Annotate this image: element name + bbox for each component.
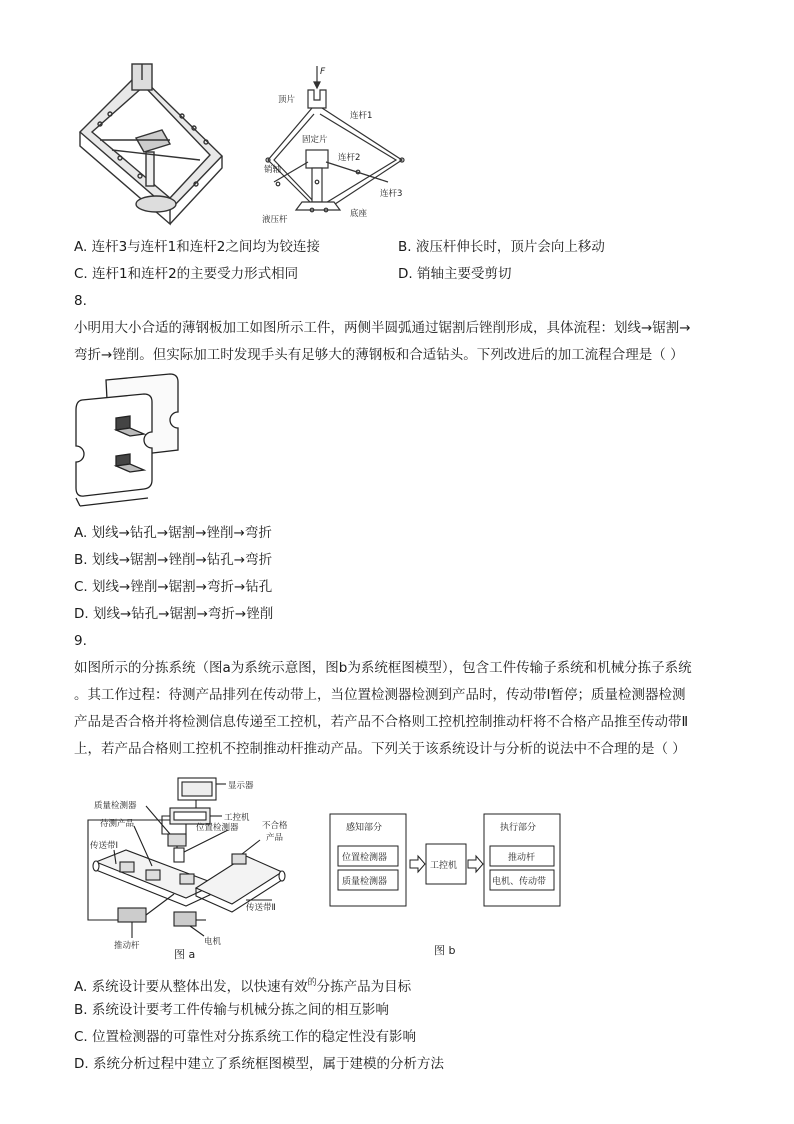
q8-option-d[interactable]: D. 划线→钻孔→锯割→弯折→锉削	[74, 606, 274, 622]
link3-label: 连杆3	[380, 189, 403, 199]
force-label: F	[320, 67, 326, 77]
q9-option-a-superscript: 的	[307, 978, 317, 988]
fixed-plate-label: 固定片	[302, 135, 328, 145]
q7-option-c[interactable]: C. 连杆1和连杆2的主要受力形式相同	[74, 266, 299, 282]
execution-part-label: 执行部分	[500, 823, 537, 833]
block-motor-belt: 电机、传动带	[492, 877, 547, 887]
motor-label: 电机	[204, 937, 222, 947]
q9-option-a-text-pre: A. 系统设计要从整体出发，以快速有效	[74, 979, 308, 995]
block-quality-detector: 质量检测器	[342, 877, 388, 887]
q9-stem-line2: 。其工作过程：待测产品排列在传动带上，当位置检测器检测到产品时，传动带Ⅰ暂停；质量检测器检测	[74, 687, 686, 703]
link1-label: 连杆1	[350, 111, 373, 121]
link2-label: 连杆2	[338, 153, 361, 163]
q9-option-d[interactable]: D. 系统分析过程中建立了系统框图模型，属于建模的分析方法	[74, 1056, 444, 1072]
q7-option-a[interactable]: A. 连杆3与连杆1和连杆2之间均为铰连接	[74, 239, 320, 255]
base-label: 底座	[350, 209, 368, 219]
hydraulic-rod-label: 液压杆	[262, 215, 288, 225]
q8-option-b[interactable]: B. 划线→锯割→锉削→钻孔→弯折	[74, 552, 273, 568]
q9-stem-line1: 如图所示的分拣系统（图a为系统示意图，图b为系统框图模型），包含工件传输子系统和机械分拣子系统	[74, 660, 692, 676]
sorting-system-diagram-a	[76, 770, 306, 962]
block-push-rod: 推动杆	[508, 853, 536, 863]
defective-label: 不合格	[262, 821, 288, 831]
q9-option-a[interactable]	[74, 974, 411, 996]
q9-number: 9.	[74, 633, 87, 649]
jack-3d-figure	[70, 60, 235, 225]
top-plate-label: 顶片	[278, 95, 296, 105]
q8-stem-line2: 弯折→锉削。但实际加工时发现手头有足够大的薄钢板和合适钻头。下列改进后的加工流程合理是（ ）	[74, 347, 684, 363]
figure-b-caption: 图 b	[434, 944, 456, 957]
pin-label: 销轴	[264, 165, 282, 175]
sensing-part-label: 感知部分	[346, 823, 383, 833]
jack-schematic-figure	[262, 64, 412, 226]
q7-option-d[interactable]: D. 销轴主要受剪切	[398, 266, 512, 282]
display-label: 显示器	[228, 781, 254, 791]
q8-option-c[interactable]: C. 划线→锉削→锯割→弯折→钻孔	[74, 579, 273, 595]
q9-stem-line4: 上，若产品合格则工控机不控制推动杆推动产品。下列关于该系统设计与分析的说法中不合理的是（ ）	[74, 741, 686, 757]
q8-number: 8.	[74, 293, 87, 309]
q7-option-b[interactable]: B. 液压杆伸长时，顶片会向上移动	[398, 239, 605, 255]
q9-option-b[interactable]: B. 系统设计要考工件传输与机械分拣之间的相互影响	[74, 1002, 389, 1018]
q8-option-a[interactable]: A. 划线→钻孔→锯割→锉削→弯折	[74, 525, 272, 541]
q8-stem-line1: 小明用大小合适的薄钢板加工如图所示工件，两侧半圆弧通过锯割后锉削形成，具体流程：划线→锯割→	[74, 320, 691, 336]
bent-steel-workpiece-figure	[70, 370, 188, 518]
product-label: 待测产品	[100, 819, 135, 829]
push-rod-label: 推动杆	[114, 941, 140, 951]
belt2-label: 传送带Ⅱ	[246, 903, 276, 913]
position-detector-label: 位置检测器	[196, 823, 239, 833]
defective-label-2: 产品	[266, 833, 284, 843]
belt1-label: 传送带Ⅰ	[90, 841, 119, 851]
quality-detector-label: 质量检测器	[94, 801, 137, 811]
system-block-diagram-b	[326, 810, 576, 960]
block-position-detector: 位置检测器	[342, 853, 388, 863]
figure-a-caption: 图 a	[174, 948, 196, 961]
block-computer: 工控机	[430, 861, 458, 871]
q9-stem-line3: 产品是否合格并将检测信息传递至工控机，若产品不合格则工控机控制推动杆将不合格产品推至传动带Ⅱ	[74, 714, 689, 730]
q9-option-c[interactable]: C. 位置检测器的可靠性对分拣系统工作的稳定性没有影响	[74, 1029, 417, 1045]
computer-label: 工控机	[224, 813, 250, 823]
q9-option-a-text-post: 分拣产品为目标	[316, 979, 412, 995]
